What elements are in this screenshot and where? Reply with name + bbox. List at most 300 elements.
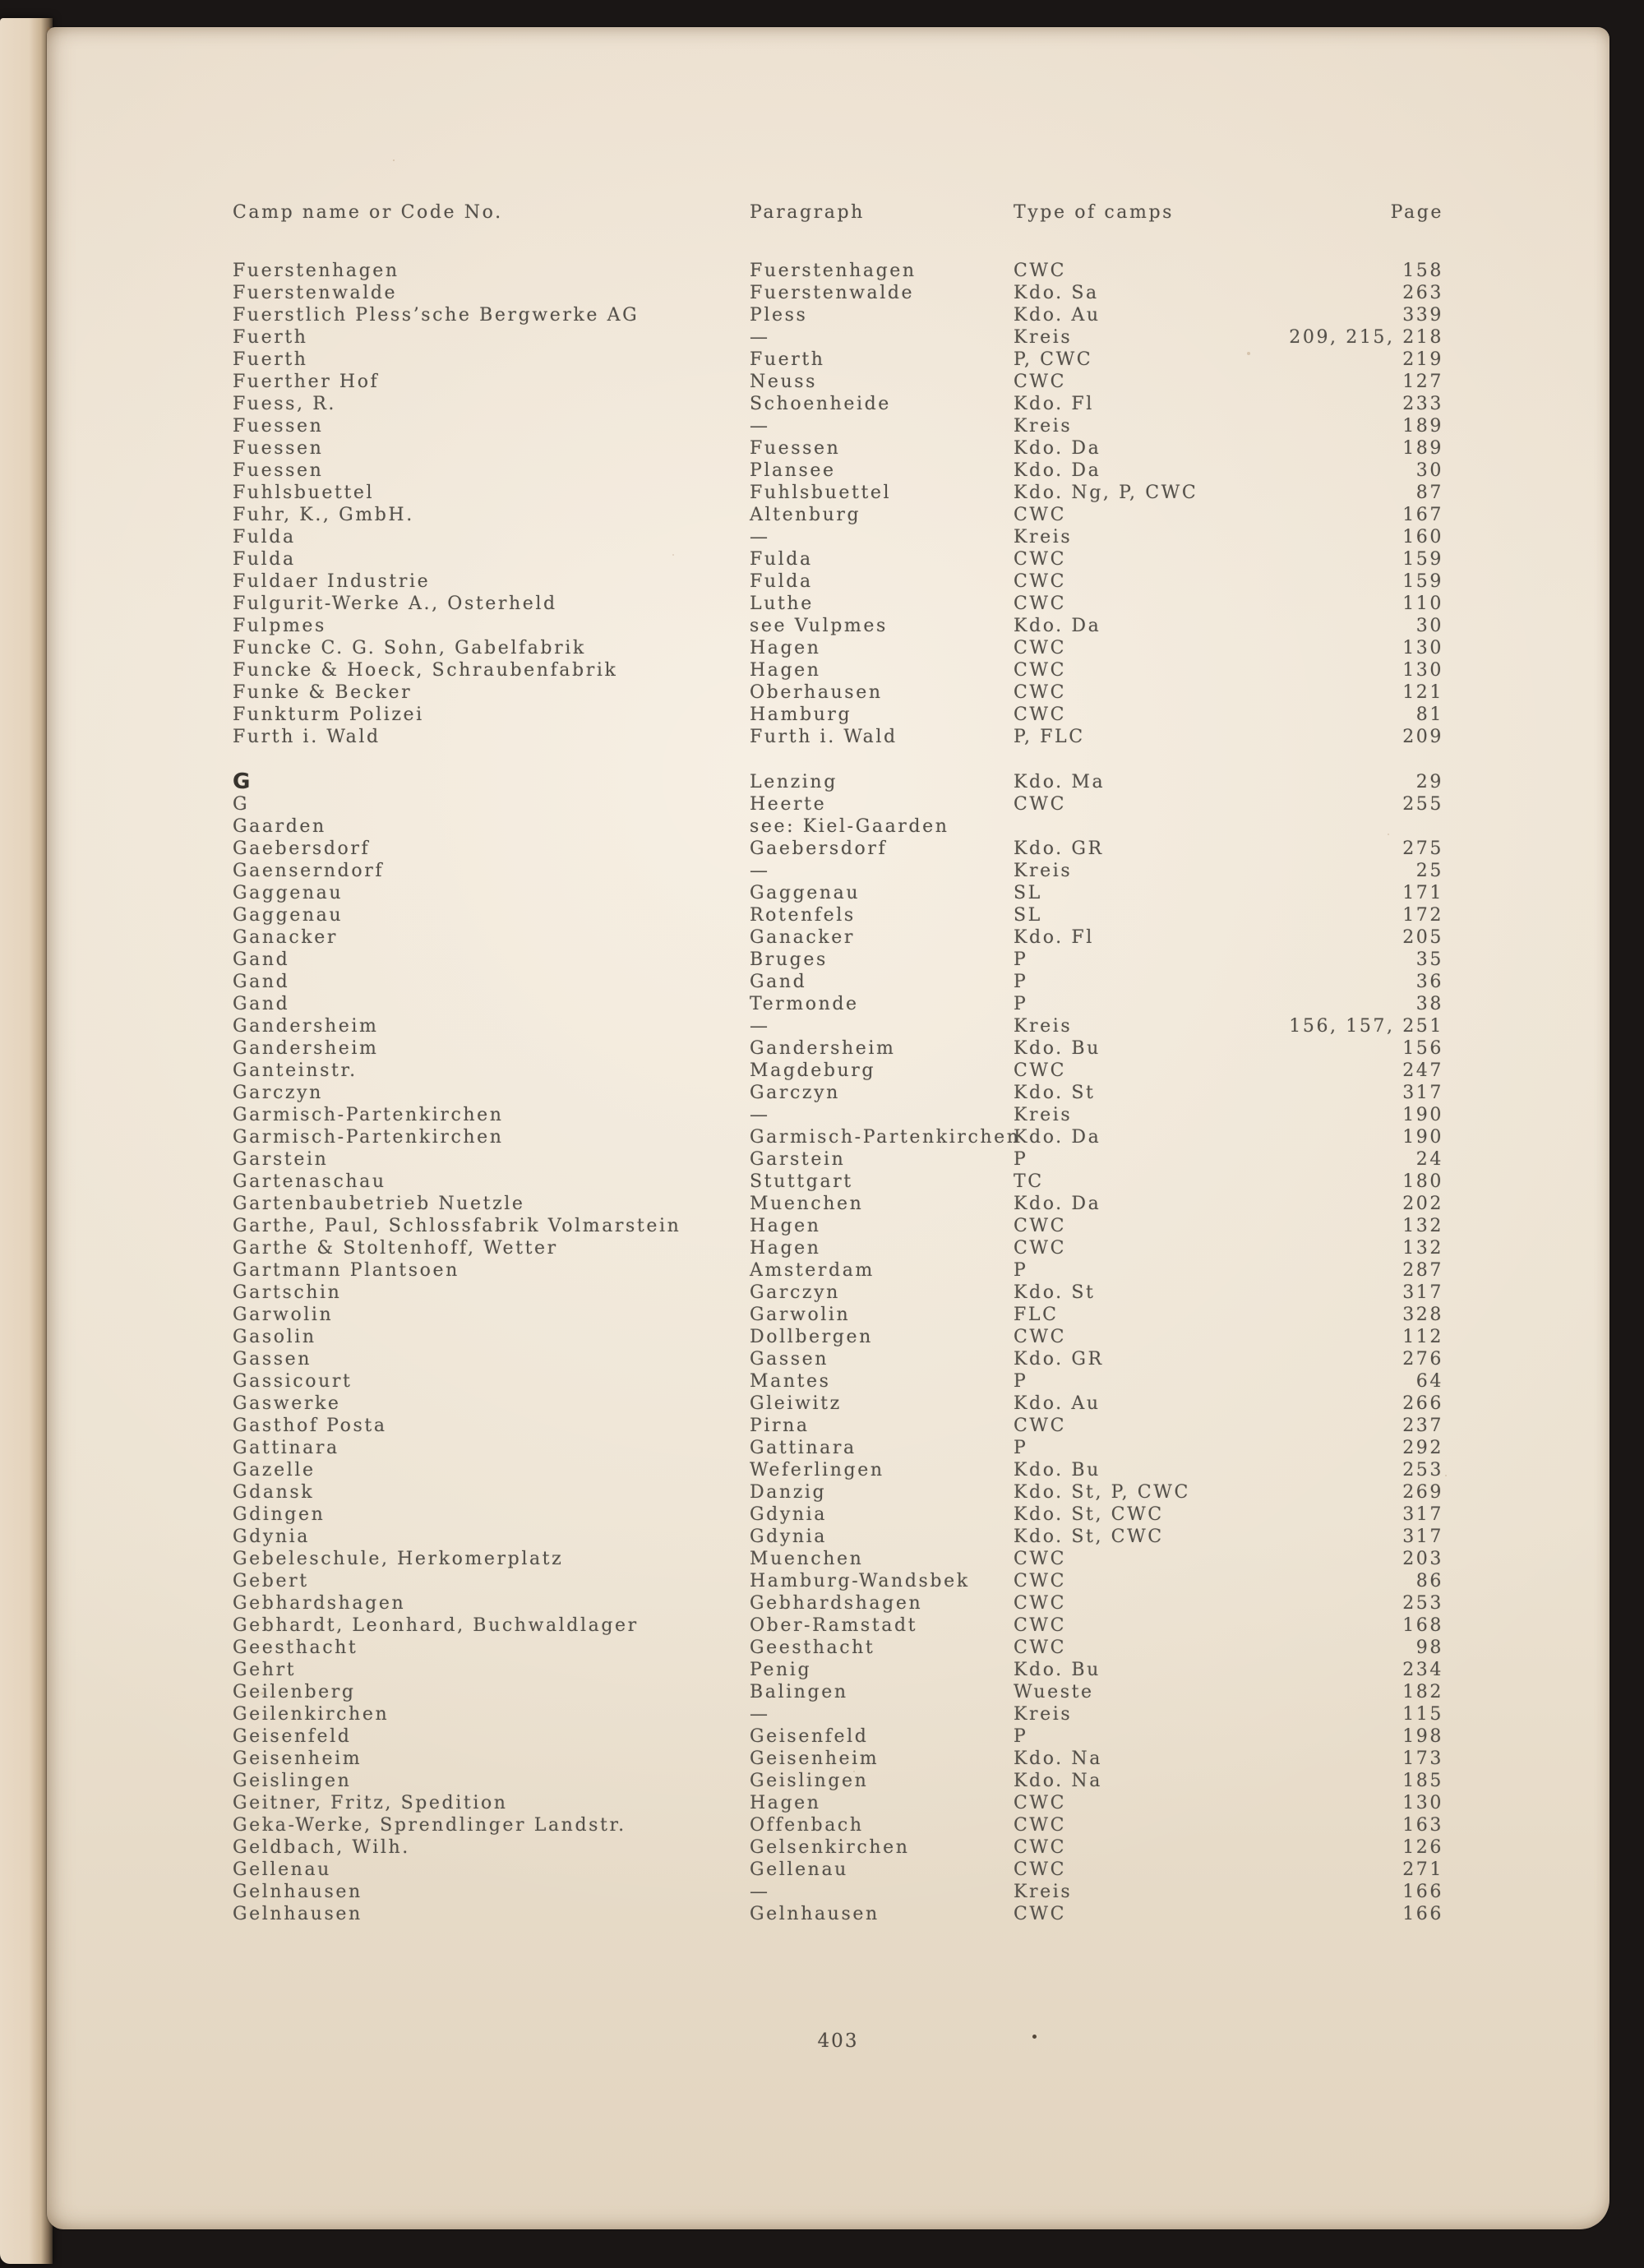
- type-of-camp-cell: P: [1014, 949, 1028, 970]
- page-ref-cell: 190: [1402, 1127, 1443, 1148]
- type-of-camp-cell: CWC: [1014, 638, 1067, 658]
- camp-name-cell: Fuessen: [233, 460, 324, 481]
- page-ref-cell: 233: [1402, 394, 1443, 414]
- table-row: [233, 1104, 1443, 1126]
- table-row: [233, 593, 1443, 615]
- paragraph-cell: Fuerth: [750, 349, 825, 370]
- type-of-camp-cell: CWC: [1014, 682, 1067, 703]
- camp-name-cell: Gebeleschule, Herkomerplatz: [233, 1549, 564, 1569]
- page-ref-cell: 287: [1402, 1260, 1443, 1281]
- paragraph-cell: Fuerstenhagen: [750, 261, 917, 281]
- camp-name-cell: Gaarden: [233, 816, 326, 837]
- table-row: [233, 415, 1443, 437]
- paragraph-cell: —: [750, 1105, 770, 1125]
- page-ref-cell: 253: [1402, 1593, 1443, 1614]
- camp-name-cell: Fuldaer Industrie: [233, 571, 431, 592]
- type-of-camp-cell: Kdo. Ng, P, CWC: [1014, 483, 1198, 503]
- table-row: [233, 304, 1443, 326]
- paragraph-cell: Neuss: [750, 372, 818, 392]
- type-of-camp-cell: Kdo. Bu: [1014, 1660, 1101, 1680]
- paragraph-cell: Garczyn: [750, 1282, 840, 1303]
- page-ref-cell: 275: [1402, 838, 1443, 859]
- camp-name-cell: Gartenaschau: [233, 1171, 386, 1192]
- camp-name-cell: Garthe & Stoltenhoff, Wetter: [233, 1238, 558, 1259]
- page-ref-cell: 98: [1415, 1637, 1443, 1658]
- type-of-camp-cell: CWC: [1014, 1549, 1067, 1569]
- table-row: [233, 1659, 1443, 1681]
- paragraph-cell: Geisenfeld: [750, 1726, 869, 1747]
- paragraph-cell: Hamburg: [750, 704, 852, 725]
- type-of-camp-cell: CWC: [1014, 594, 1067, 614]
- table-row: [233, 326, 1443, 349]
- type-of-camp-cell: Kreis: [1014, 1882, 1073, 1902]
- table-row: [233, 1060, 1443, 1082]
- paragraph-cell: —: [750, 1882, 770, 1902]
- type-of-camp-cell: Kdo. Fl: [1014, 927, 1094, 948]
- type-of-camp-cell: CWC: [1014, 549, 1067, 570]
- page-ref-cell: 38: [1415, 994, 1443, 1014]
- camp-name-cell: Gasthof Posta: [233, 1416, 387, 1436]
- camp-name-cell: Gand: [233, 972, 290, 992]
- index-table-body: [233, 260, 1443, 1925]
- table-row: [233, 1282, 1443, 1304]
- camp-name-cell: Gehrt: [233, 1660, 297, 1680]
- camp-index-table: [233, 201, 1443, 1925]
- paragraph-cell: Offenbach: [750, 1815, 864, 1836]
- table-row: [233, 1792, 1443, 1814]
- camp-name-cell: Gand: [233, 949, 290, 970]
- type-of-camp-cell: Kreis: [1014, 1704, 1073, 1725]
- type-of-camp-cell: Kdo. St, P, CWC: [1014, 1482, 1190, 1503]
- table-row: [233, 1681, 1443, 1703]
- camp-name-cell: Gasolin: [233, 1327, 316, 1347]
- camp-name-cell: Garwolin: [233, 1305, 334, 1325]
- paragraph-cell: Fuhlsbuettel: [750, 483, 892, 503]
- book-page: [47, 27, 1609, 2229]
- camp-name-cell: Gdansk: [233, 1482, 315, 1503]
- table-row: [233, 1126, 1443, 1148]
- camp-name-cell: Geilenkirchen: [233, 1704, 390, 1725]
- table-row: [233, 1859, 1443, 1881]
- table-row: [233, 1481, 1443, 1504]
- camp-name-cell: Funkturm Polizei: [233, 704, 424, 725]
- table-row: [233, 615, 1443, 637]
- camp-name-cell: Gandersheim: [233, 1016, 379, 1037]
- page-ref-cell: 30: [1415, 460, 1443, 481]
- page-ref-cell: 198: [1402, 1726, 1443, 1747]
- ink-speck: [1032, 2035, 1037, 2039]
- page-ref-cell: 317: [1402, 1282, 1443, 1303]
- camp-name-cell: Fuerther Hof: [233, 372, 380, 392]
- camp-name-cell: Geilenberg: [233, 1682, 356, 1702]
- camp-name-cell: Fulgurit-Werke A., Osterheld: [233, 594, 557, 614]
- camp-name-cell: Gandersheim: [233, 1038, 379, 1059]
- type-of-camp-cell: SL: [1014, 905, 1042, 926]
- camp-name-cell: Fuhlsbuettel: [233, 483, 375, 503]
- paragraph-cell: Gdynia: [750, 1504, 828, 1525]
- type-of-camp-cell: CWC: [1014, 1593, 1067, 1614]
- table-row: [233, 637, 1443, 659]
- table-row: [233, 1592, 1443, 1614]
- type-of-camp-cell: Kdo. Sa: [1014, 283, 1099, 303]
- camp-name-cell: Gartenbaubetrieb Nuetzle: [233, 1194, 525, 1214]
- table-row: [233, 1370, 1443, 1393]
- page-ref-cell: 36: [1415, 972, 1443, 992]
- column-header-paragraph: Paragraph: [750, 202, 865, 223]
- type-of-camp-cell: Kreis: [1014, 416, 1073, 437]
- type-of-camp-cell: CWC: [1014, 1859, 1067, 1880]
- table-row: [233, 1193, 1443, 1215]
- type-of-camp-cell: CWC: [1014, 261, 1067, 281]
- paragraph-cell: Garczyn: [750, 1083, 840, 1103]
- page-ref-cell: 205: [1402, 927, 1443, 948]
- type-of-camp-cell: Kdo. Bu: [1014, 1460, 1101, 1480]
- paragraph-cell: Furth i. Wald: [750, 727, 898, 747]
- page-ref-cell: 317: [1402, 1527, 1443, 1547]
- table-row: [233, 860, 1443, 882]
- paragraph-cell: Plansee: [750, 460, 836, 481]
- book-page-stack-edge: [0, 18, 53, 2264]
- page-ref-cell: 159: [1402, 571, 1443, 592]
- page-ref-cell: 159: [1402, 549, 1443, 570]
- camp-name-cell: Gebhardshagen: [233, 1593, 406, 1614]
- table-row: [233, 1526, 1443, 1548]
- type-of-camp-cell: CWC: [1014, 704, 1067, 725]
- type-of-camp-cell: Kdo. Au: [1014, 305, 1101, 326]
- camp-name-cell: Gand: [233, 994, 290, 1014]
- paragraph-cell: Gelsenkirchen: [750, 1837, 910, 1858]
- paragraph-cell: —: [750, 861, 770, 881]
- page-ref-cell: 203: [1402, 1549, 1443, 1569]
- page-ref-cell: 163: [1402, 1815, 1443, 1836]
- page-ref-cell: 202: [1402, 1194, 1443, 1214]
- camp-name-cell: Geisenfeld: [233, 1726, 352, 1747]
- type-of-camp-cell: Kdo. St, CWC: [1014, 1504, 1164, 1525]
- paragraph-cell: Muenchen: [750, 1549, 864, 1569]
- page-ref-cell: 130: [1402, 660, 1443, 681]
- page-ref-cell: 180: [1402, 1171, 1443, 1192]
- page-ref-cell: 253: [1402, 1460, 1443, 1480]
- camp-name-cell: Gattinara: [233, 1438, 339, 1458]
- table-row: [233, 1393, 1443, 1415]
- page-ref-cell: 167: [1402, 505, 1443, 525]
- page-ref-cell: 166: [1402, 1882, 1443, 1902]
- page-ref-cell: 247: [1402, 1060, 1443, 1081]
- type-of-camp-cell: CWC: [1014, 1327, 1067, 1347]
- paragraph-cell: Gassen: [750, 1349, 829, 1370]
- camp-name-cell: Gebhardt, Leonhard, Buchwaldlager: [233, 1615, 639, 1636]
- paragraph-cell: see Vulpmes: [750, 616, 888, 636]
- camp-name-cell: Fuerstlich Pless’sche Bergwerke AG: [233, 305, 640, 326]
- camp-name-cell: G: [233, 794, 250, 815]
- table-header-row: [233, 201, 1443, 224]
- paragraph-cell: Lenzing: [750, 772, 838, 792]
- type-of-camp-cell: Kdo. Da: [1014, 438, 1101, 459]
- column-header-page: Page: [1390, 202, 1443, 223]
- type-of-camp-cell: Kdo. Da: [1014, 460, 1101, 481]
- paragraph-cell: see: Kiel-Gaarden: [750, 816, 949, 837]
- type-of-camp-cell: CWC: [1014, 1637, 1067, 1658]
- page-ref-cell: 172: [1402, 905, 1443, 926]
- paragraph-cell: Gdynia: [750, 1527, 828, 1547]
- camp-name-cell: Gdynia: [233, 1527, 311, 1547]
- table-row: [233, 1215, 1443, 1237]
- paragraph-cell: —: [750, 1704, 770, 1725]
- camp-name-cell: Funke & Becker: [233, 682, 413, 703]
- paragraph-cell: Garstein: [750, 1149, 846, 1170]
- table-row: [233, 349, 1443, 371]
- camp-name-cell: Gartmann Plantsoen: [233, 1260, 459, 1281]
- camp-name-cell: Fuerstenwalde: [233, 283, 398, 303]
- page-ref-cell: 24: [1415, 1149, 1443, 1170]
- table-row: [233, 1015, 1443, 1037]
- table-row: [233, 926, 1443, 949]
- page-ref-cell: 35: [1415, 949, 1443, 970]
- type-of-camp-cell: Kdo. Na: [1014, 1748, 1102, 1769]
- paragraph-cell: Pirna: [750, 1416, 810, 1436]
- page-ref-cell: 87: [1415, 483, 1443, 503]
- page-ref-cell: 292: [1402, 1438, 1443, 1458]
- paragraph-cell: Balingen: [750, 1682, 848, 1702]
- camp-name-cell: Fuhr, K., GmbH.: [233, 505, 414, 525]
- type-of-camp-cell: P, FLC: [1014, 727, 1085, 747]
- type-of-camp-cell: Kdo. Da: [1014, 616, 1101, 636]
- paragraph-cell: Schoenheide: [750, 394, 891, 414]
- page-ref-cell: 30: [1415, 616, 1443, 636]
- camp-name-cell: Funcke & Hoeck, Schraubenfabrik: [233, 660, 618, 681]
- page-ref-cell: 185: [1402, 1771, 1443, 1791]
- camp-name-cell: Fuessen: [233, 438, 324, 459]
- camp-name-cell: Geisenheim: [233, 1748, 363, 1769]
- table-row: [233, 1459, 1443, 1481]
- page-ref-cell: 130: [1402, 1793, 1443, 1813]
- table-row: [233, 371, 1443, 393]
- camp-name-cell: Gaswerke: [233, 1393, 341, 1414]
- type-of-camp-cell: Wueste: [1014, 1682, 1094, 1702]
- paragraph-cell: Danzig: [750, 1482, 827, 1503]
- page-ref-cell: 132: [1402, 1238, 1443, 1259]
- paragraph-cell: Termonde: [750, 994, 859, 1014]
- type-of-camp-cell: FLC: [1014, 1305, 1059, 1325]
- type-of-camp-cell: Kdo. Au: [1014, 1393, 1101, 1414]
- type-of-camp-cell: Kdo. Da: [1014, 1127, 1101, 1148]
- table-row: [233, 1614, 1443, 1637]
- page-ref-cell: 130: [1402, 638, 1443, 658]
- page-ref-cell: 126: [1402, 1837, 1443, 1858]
- paragraph-cell: Bruges: [750, 949, 828, 970]
- paragraph-cell: Gaggenau: [750, 883, 861, 903]
- type-of-camp-cell: Kdo. Fl: [1014, 394, 1094, 414]
- index-section-g: [233, 771, 1443, 1925]
- type-of-camp-cell: CWC: [1014, 660, 1067, 681]
- paragraph-cell: Magdeburg: [750, 1060, 876, 1081]
- table-row: [233, 1548, 1443, 1570]
- paragraph-cell: Stuttgart: [750, 1171, 853, 1192]
- table-row: [233, 526, 1443, 548]
- page-ref-cell: 112: [1402, 1327, 1443, 1347]
- camp-name-cell: Garczyn: [233, 1083, 323, 1103]
- paragraph-cell: Amsterdam: [750, 1260, 875, 1281]
- type-of-camp-cell: P: [1014, 994, 1028, 1014]
- table-row: [233, 482, 1443, 504]
- camp-name-cell: Gaebersdorf: [233, 838, 371, 859]
- type-of-camp-cell: Kdo. St: [1014, 1282, 1096, 1303]
- type-of-camp-cell: Kreis: [1014, 527, 1073, 547]
- page-ref-cell: 171: [1402, 883, 1443, 903]
- page-ref-cell: 160: [1402, 527, 1443, 547]
- table-row: [233, 1437, 1443, 1459]
- page-ref-cell: 168: [1402, 1615, 1443, 1636]
- paragraph-cell: Hagen: [750, 638, 821, 658]
- type-of-camp-cell: Kdo. St: [1014, 1083, 1096, 1103]
- column-header-camp-name: Camp name or Code No.: [233, 202, 503, 223]
- paragraph-cell: Ganacker: [750, 927, 855, 948]
- table-row: [233, 1748, 1443, 1770]
- camp-name-cell: Ganteinstr.: [233, 1060, 358, 1081]
- table-row: [233, 460, 1443, 482]
- page-ref-cell: 237: [1402, 1416, 1443, 1436]
- paper-foxing-specks: [47, 27, 50, 30]
- table-row: [233, 1881, 1443, 1903]
- page-ref-cell: 86: [1415, 1571, 1443, 1591]
- table-row: [233, 1259, 1443, 1282]
- paragraph-cell: Hagen: [750, 660, 821, 681]
- table-row: [233, 993, 1443, 1015]
- paragraph-cell: Fuessen: [750, 438, 841, 459]
- table-row: [233, 704, 1443, 726]
- table-row: [233, 1348, 1443, 1370]
- type-of-camp-cell: CWC: [1014, 1571, 1067, 1591]
- table-row: [233, 1237, 1443, 1259]
- page-ref-cell: 263: [1402, 283, 1443, 303]
- type-of-camp-cell: Kreis: [1014, 1016, 1073, 1037]
- type-of-camp-cell: Kdo. St, CWC: [1014, 1527, 1164, 1547]
- page-ref-cell: 81: [1415, 704, 1443, 725]
- camp-name-cell: Gassicourt: [233, 1371, 353, 1392]
- camp-name-cell: Garmisch-Partenkirchen: [233, 1127, 504, 1148]
- camp-name-cell: Geitner, Fritz, Spedition: [233, 1793, 508, 1813]
- camp-name-cell: Fuerstenhagen: [233, 261, 399, 281]
- table-row: [233, 1304, 1443, 1326]
- page-ref-cell: 328: [1402, 1305, 1443, 1325]
- camp-name-cell: Fuess, R.: [233, 394, 336, 414]
- table-row: [233, 393, 1443, 415]
- type-of-camp-cell: Kdo. GR: [1014, 838, 1104, 859]
- type-of-camp-cell: P: [1014, 972, 1028, 992]
- page-ref-cell: 189: [1402, 438, 1443, 459]
- camp-name-cell: Gaenserndorf: [233, 861, 385, 881]
- paragraph-cell: Gellenau: [750, 1859, 848, 1880]
- camp-name-cell: Garmisch-Partenkirchen: [233, 1105, 504, 1125]
- type-of-camp-cell: CWC: [1014, 1238, 1067, 1259]
- page-ref-cell: 127: [1402, 372, 1443, 392]
- paragraph-cell: Geesthacht: [750, 1637, 875, 1658]
- page-ref-cell: 209: [1402, 727, 1443, 747]
- paragraph-cell: Hamburg-Wandsbek: [750, 1571, 970, 1591]
- camp-name-cell: Geislingen: [233, 1771, 352, 1791]
- page-ref-cell: 317: [1402, 1504, 1443, 1525]
- camp-name-cell: Gelnhausen: [233, 1904, 363, 1924]
- camp-name-cell: Gellenau: [233, 1859, 331, 1880]
- paragraph-cell: Ober-Ramstadt: [750, 1615, 918, 1636]
- type-of-camp-cell: [1014, 815, 1285, 838]
- type-of-camp-cell: CWC: [1014, 372, 1067, 392]
- camp-name-cell: Geka-Werke, Sprendlinger Landstr.: [233, 1815, 626, 1836]
- camp-name-cell: Geesthacht: [233, 1637, 358, 1658]
- camp-name-cell: Fuerth: [233, 349, 308, 370]
- table-row: [233, 882, 1443, 904]
- camp-name-cell: Fuessen: [233, 416, 324, 437]
- page-ref-cell: 276: [1402, 1349, 1443, 1370]
- table-row: [233, 949, 1443, 971]
- paragraph-cell: Gattinara: [750, 1438, 857, 1458]
- paragraph-cell: Gleiwitz: [750, 1393, 842, 1414]
- type-of-camp-cell: P, CWC: [1014, 349, 1093, 370]
- table-row: [233, 1814, 1443, 1836]
- page-ref-cell: 132: [1402, 1216, 1443, 1236]
- type-of-camp-cell: CWC: [1014, 1837, 1067, 1858]
- camp-name-cell: Funcke C. G. Sohn, Gabelfabrik: [233, 638, 586, 658]
- type-of-camp-cell: Kreis: [1014, 1105, 1073, 1125]
- column-header-type-of-camps: Type of camps: [1014, 202, 1175, 223]
- page-ref-cell: 121: [1402, 682, 1443, 703]
- paragraph-cell: Heerte: [750, 794, 827, 815]
- paragraph-cell: Hagen: [750, 1216, 821, 1236]
- table-row: [233, 815, 1443, 838]
- paragraph-cell: Mantes: [750, 1371, 831, 1392]
- type-of-camp-cell: CWC: [1014, 1615, 1067, 1636]
- type-of-camp-cell: P: [1014, 1371, 1028, 1392]
- paragraph-cell: Pless: [750, 305, 808, 326]
- camp-name-cell: Gartschin: [233, 1282, 342, 1303]
- type-of-camp-cell: TC: [1014, 1171, 1044, 1192]
- table-row: [233, 504, 1443, 526]
- type-of-camp-cell: Kdo. Na: [1014, 1771, 1102, 1791]
- paragraph-cell: Dollbergen: [750, 1327, 873, 1347]
- page-ref-cell: 110: [1402, 594, 1443, 614]
- paragraph-cell: Muenchen: [750, 1194, 864, 1214]
- table-row: [233, 1725, 1443, 1748]
- table-row: [233, 1570, 1443, 1592]
- table-row: [233, 904, 1443, 926]
- type-of-camp-cell: CWC: [1014, 1815, 1067, 1836]
- camp-name-cell: Gazelle: [233, 1460, 316, 1480]
- paragraph-cell: Gand: [750, 972, 807, 992]
- page-ref-cell: 266: [1402, 1393, 1443, 1414]
- type-of-camp-cell: CWC: [1014, 1060, 1067, 1081]
- type-of-camp-cell: P: [1014, 1149, 1028, 1170]
- paragraph-cell: Oberhausen: [750, 682, 883, 703]
- page-ref-cell: 234: [1402, 1660, 1443, 1680]
- type-of-camp-cell: CWC: [1014, 1793, 1067, 1813]
- camp-name-cell: Gaggenau: [233, 883, 344, 903]
- page-ref-cell: 182: [1402, 1682, 1443, 1702]
- table-row: [233, 726, 1443, 748]
- paragraph-cell: Gandersheim: [750, 1038, 896, 1059]
- type-of-camp-cell: CWC: [1014, 505, 1067, 525]
- paragraph-cell: Geislingen: [750, 1771, 869, 1791]
- type-of-camp-cell: P: [1014, 1260, 1028, 1281]
- page-ref-cell: 173: [1402, 1748, 1443, 1769]
- paragraph-cell: Penig: [750, 1660, 812, 1680]
- section-letter: G: [233, 769, 252, 794]
- table-row: [233, 1082, 1443, 1104]
- camp-name-cell: Fuerth: [233, 327, 308, 348]
- type-of-camp-cell: CWC: [1014, 1416, 1067, 1436]
- table-row: [233, 1037, 1443, 1060]
- table-row: [233, 1770, 1443, 1792]
- page-ref-cell: 255: [1402, 794, 1443, 815]
